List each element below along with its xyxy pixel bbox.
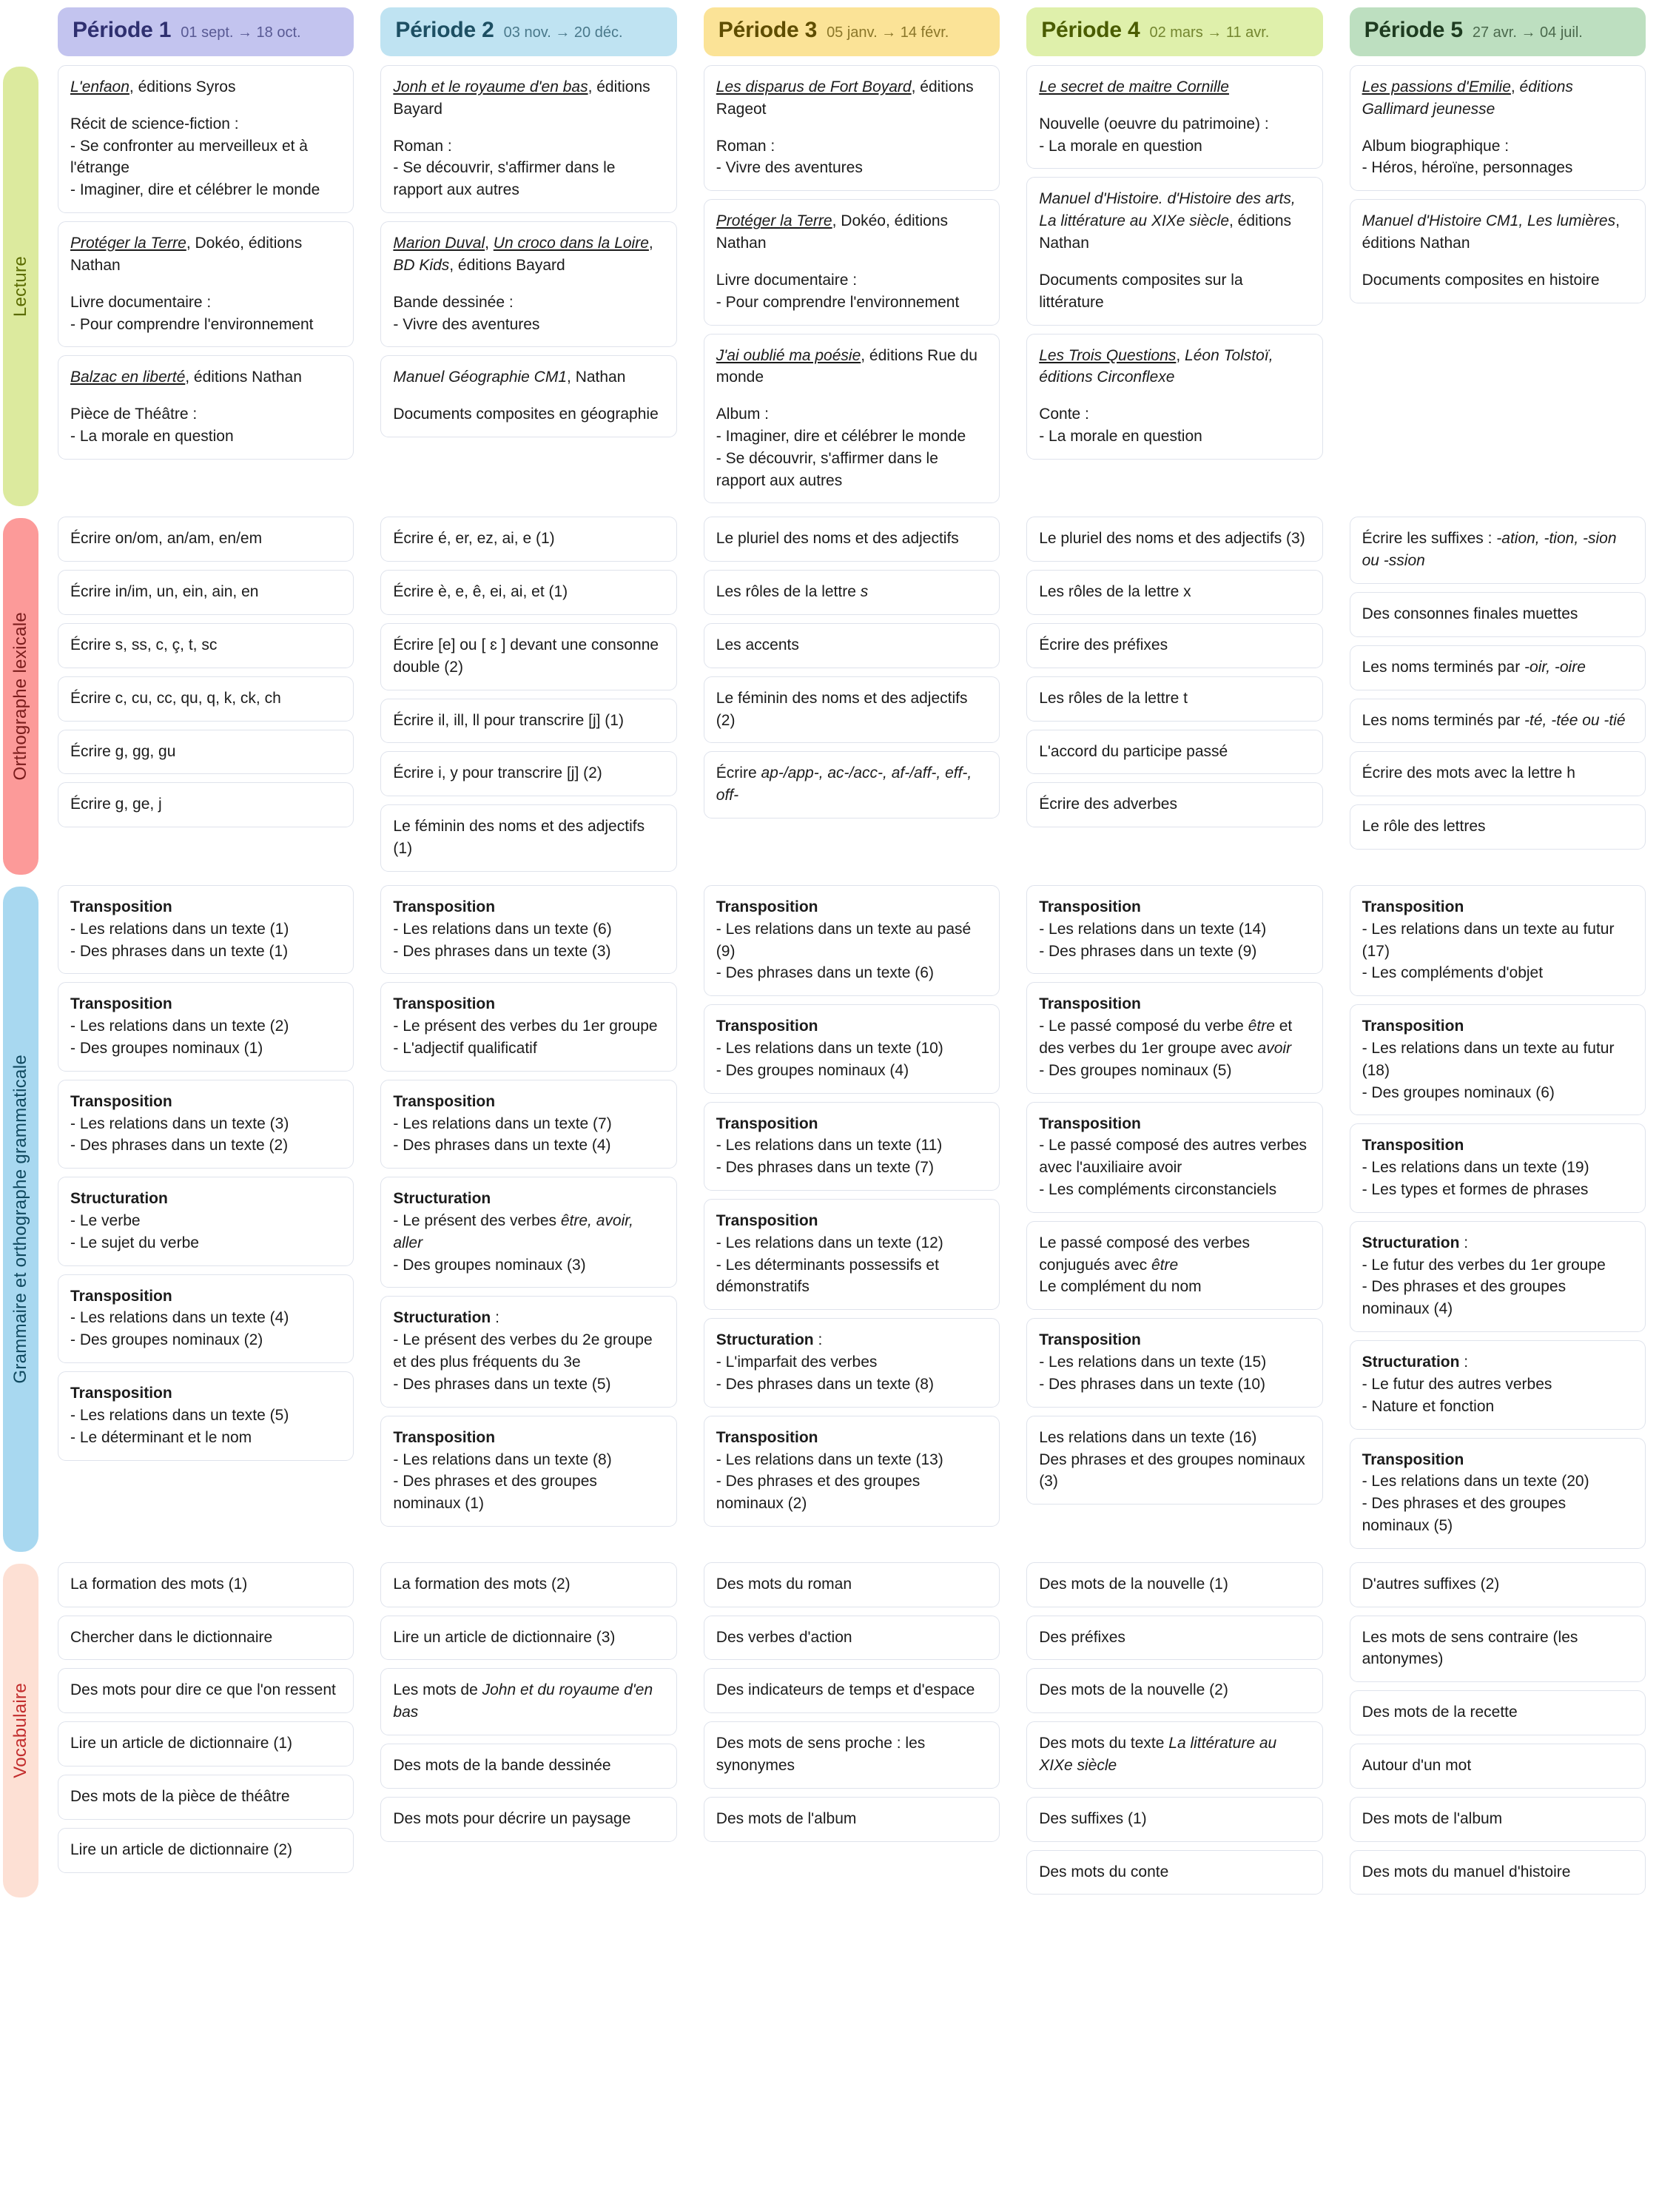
card[interactable]: Transposition - Les relations dans un texte (14) - Des phrases dans un texte (9): [1026, 885, 1322, 974]
card[interactable]: Manuel Géographie CM1, Nathan Documents composites en géographie: [380, 355, 676, 437]
card[interactable]: Écrire in/im, un, ein, ain, en: [58, 570, 354, 615]
card[interactable]: Transposition - Les relations dans un texte (7) - Des phrases dans un texte (4): [380, 1080, 676, 1169]
card[interactable]: Écrire é, er, ez, ai, e (1): [380, 517, 676, 562]
card[interactable]: Jonh et le royaume d'en bas, éditions Bayard Roman : - Se découvrir, s'affirmer dans le rapport aux autres: [380, 65, 676, 213]
card[interactable]: Autour d'un mot: [1350, 1744, 1646, 1789]
card[interactable]: Les disparus de Fort Boyard, éditions Rageot Roman : - Vivre des aventures: [704, 65, 1000, 191]
section-label-3: [3, 1564, 38, 1898]
section-1-column-1: [44, 514, 367, 882]
section-2-column-5: [1336, 882, 1659, 1559]
period-header-5: [1350, 7, 1646, 56]
card[interactable]: Manuel d'Histoire CM1, Les lumières, éditions Nathan Documents composites en histoire: [1350, 199, 1646, 303]
section-2-column-3: [690, 882, 1013, 1559]
card[interactable]: Balzac en liberté, éditions Nathan Pièce de Théâtre : - La morale en question: [58, 355, 354, 459]
card[interactable]: Lire un article de dictionnaire (1): [58, 1721, 354, 1766]
period-title: Période 2: [395, 18, 494, 42]
period-dates: 27 avr. → 04 juil.: [1472, 24, 1583, 41]
card[interactable]: Transposition - Les relations dans un texte (4) - Des groupes nominaux (2): [58, 1274, 354, 1363]
card[interactable]: Des mots de la nouvelle (2): [1026, 1668, 1322, 1713]
card[interactable]: Des mots du conte: [1026, 1850, 1322, 1895]
card[interactable]: Structuration - Le verbe - Le sujet du verbe: [58, 1177, 354, 1265]
card[interactable]: Des mots du roman: [704, 1562, 1000, 1607]
period-dates: 05 janv. → 14 févr.: [827, 24, 949, 41]
card[interactable]: Les noms terminés par -oir, -oire: [1350, 645, 1646, 690]
card[interactable]: Des mots de la pièce de théâtre: [58, 1775, 354, 1820]
card[interactable]: Transposition - Les relations dans un texte (6) - Des phrases dans un texte (3): [380, 885, 676, 974]
card[interactable]: Les rôles de la lettre s: [704, 570, 1000, 615]
period-dates: 03 nov. → 20 déc.: [503, 24, 623, 41]
card[interactable]: Le pluriel des noms et des adjectifs (3): [1026, 517, 1322, 562]
card[interactable]: Transposition - Les relations dans un texte au pasé (9) - Des phrases dans un texte (6): [704, 885, 1000, 996]
card[interactable]: Les passions d'Emilie, éditions Gallimard jeunesse Album biographique : - Héros, héroïne, personnages: [1350, 65, 1646, 191]
card[interactable]: Structuration : - Le futur des verbes du 1er groupe - Des phrases et des groupes nominaux (4): [1350, 1221, 1646, 1332]
section-label-text: Grammaire et orthographe grammaticale: [10, 1055, 30, 1384]
card[interactable]: Transposition - Le présent des verbes du 1er groupe - L'adjectif qualificatif: [380, 982, 676, 1071]
card[interactable]: Transposition - Les relations dans un texte (11) - Des phrases dans un texte (7): [704, 1102, 1000, 1191]
section-label-1: [3, 518, 38, 875]
card[interactable]: Marion Duval, Un croco dans la Loire, BD Kids, éditions Bayard Bande dessinée : - Vivre des aventures: [380, 221, 676, 347]
card[interactable]: Écrire g, ge, j: [58, 782, 354, 827]
card[interactable]: Des mots de sens proche : les synonymes: [704, 1721, 1000, 1789]
card[interactable]: Des mots de la nouvelle (1): [1026, 1562, 1322, 1607]
card[interactable]: Le passé composé des verbes conjugués avec être Le complément du nom: [1026, 1221, 1322, 1310]
card[interactable]: Des mots pour décrire un paysage: [380, 1797, 676, 1842]
card[interactable]: Structuration : - Le futur des autres verbes - Nature et fonction: [1350, 1340, 1646, 1429]
section-2-column-4: [1013, 882, 1336, 1559]
section-label-text: Vocabulaire: [10, 1683, 30, 1778]
card[interactable]: Écrire des adverbes: [1026, 782, 1322, 827]
card[interactable]: Des suffixes (1): [1026, 1797, 1322, 1842]
card[interactable]: Le pluriel des noms et des adjectifs: [704, 517, 1000, 562]
card[interactable]: Manuel d'Histoire. d'Histoire des arts, La littérature au XIXe siècle, éditions Nathan Documents composites sur la littérature: [1026, 177, 1322, 325]
header-spacer: [0, 0, 44, 62]
card[interactable]: Transposition - Les relations dans un texte (8) - Des phrases et des groupes nominaux (1): [380, 1416, 676, 1527]
card[interactable]: Écrire on/om, an/am, en/em: [58, 517, 354, 562]
card[interactable]: Les Trois Questions, Léon Tolstoï, éditions Circonflexe Conte : - La morale en question: [1026, 334, 1322, 460]
card[interactable]: La formation des mots (1): [58, 1562, 354, 1607]
period-title: Période 3: [718, 18, 818, 42]
card[interactable]: J'ai oublié ma poésie, éditions Rue du monde Album : - Imaginer, dire et célébrer le monde - Se découvrir, s'affirmer dans le rapport aux autres: [704, 334, 1000, 504]
card[interactable]: Transposition - Les relations dans un texte (19) - Les types et formes de phrases: [1350, 1123, 1646, 1212]
card[interactable]: Transposition - Les relations dans un texte (5) - Le déterminant et le nom: [58, 1371, 354, 1460]
section-2-column-1: [44, 882, 367, 1559]
section-label-text: Orthographe lexicale: [10, 612, 30, 781]
card[interactable]: Des mots de l'album: [704, 1797, 1000, 1842]
card[interactable]: L'enfaon, éditions Syros Récit de science-fiction : - Se confronter au merveilleux et à l'étrange - Imaginer, dire et célébrer le monde: [58, 65, 354, 213]
card[interactable]: Transposition - Les relations dans un texte au futur (17) - Les compléments d'objet: [1350, 885, 1646, 996]
card[interactable]: Écrire des mots avec la lettre h: [1350, 751, 1646, 796]
section-1-column-2: [367, 514, 690, 882]
section-label-text: Lecture: [10, 256, 30, 317]
period-dates: 02 mars → 11 avr.: [1149, 24, 1270, 41]
card[interactable]: Protéger la Terre, Dokéo, éditions Nathan Livre documentaire : - Pour comprendre l'environnement: [58, 221, 354, 347]
section-3-column-3: [690, 1559, 1013, 1906]
card[interactable]: Les accents: [704, 623, 1000, 668]
section-3-column-4: [1013, 1559, 1336, 1906]
section-1-column-4: [1013, 514, 1336, 882]
period-header-4: [1026, 7, 1322, 56]
card[interactable]: Le féminin des noms et des adjectifs (1): [380, 804, 676, 872]
section-1-column-5: [1336, 514, 1659, 882]
card[interactable]: Transposition - Les relations dans un texte (2) - Des groupes nominaux (1): [58, 982, 354, 1071]
card[interactable]: Des verbes d'action: [704, 1616, 1000, 1661]
card[interactable]: Les relations dans un texte (16) Des phrases et des groupes nominaux (3): [1026, 1416, 1322, 1505]
section-label-2: [3, 887, 38, 1552]
card[interactable]: Des mots du manuel d'histoire: [1350, 1850, 1646, 1895]
card[interactable]: Les rôles de la lettre x: [1026, 570, 1322, 615]
section-0-column-5: [1336, 62, 1659, 514]
card[interactable]: Structuration : - L'imparfait des verbes - Des phrases dans un texte (8): [704, 1318, 1000, 1407]
card[interactable]: D'autres suffixes (2): [1350, 1562, 1646, 1607]
card[interactable]: Protéger la Terre, Dokéo, éditions Nathan Livre documentaire : - Pour comprendre l'environnement: [704, 199, 1000, 325]
card[interactable]: Les rôles de la lettre t: [1026, 676, 1322, 722]
card[interactable]: Structuration - Le présent des verbes être, avoir, aller - Des groupes nominaux (3): [380, 1177, 676, 1288]
card[interactable]: Des consonnes finales muettes: [1350, 592, 1646, 637]
section-3-column-1: [44, 1559, 367, 1906]
section-2-column-2: [367, 882, 690, 1559]
card[interactable]: Transposition - Les relations dans un texte (1) - Des phrases dans un texte (1): [58, 885, 354, 974]
card[interactable]: Les mots de sens contraire (les antonymes): [1350, 1616, 1646, 1683]
card[interactable]: Structuration : - Le présent des verbes du 2e groupe et des plus fréquents du 3e - Des phrases dans un texte (5): [380, 1296, 676, 1407]
card[interactable]: Les noms terminés par -té, -tée ou -tié: [1350, 699, 1646, 744]
section-0-column-3: [690, 62, 1013, 514]
card[interactable]: Le secret de maitre Cornille Nouvelle (oeuvre du patrimoine) : - La morale en question: [1026, 65, 1322, 169]
section-0-column-2: [367, 62, 690, 514]
section-3-column-2: [367, 1559, 690, 1906]
card[interactable]: Des mots de l'album: [1350, 1797, 1646, 1842]
card[interactable]: Chercher dans le dictionnaire: [58, 1616, 354, 1661]
card[interactable]: Écrire [e] ou [ ɛ ] devant une consonne double (2): [380, 623, 676, 690]
section-0-column-4: [1013, 62, 1336, 514]
card[interactable]: Écrire c, cu, cc, qu, q, k, ck, ch: [58, 676, 354, 722]
card[interactable]: Lire un article de dictionnaire (3): [380, 1616, 676, 1661]
card[interactable]: L'accord du participe passé: [1026, 730, 1322, 775]
card[interactable]: Écrire des préfixes: [1026, 623, 1322, 668]
card[interactable]: Transposition - Les relations dans un texte (3) - Des phrases dans un texte (2): [58, 1080, 354, 1169]
card[interactable]: Transposition - Les relations dans un texte (10) - Des groupes nominaux (4): [704, 1004, 1000, 1093]
card[interactable]: Des mots de la bande dessinée: [380, 1744, 676, 1789]
card[interactable]: Écrire ap-/app-, ac-/acc-, af-/aff-, eff-, off-: [704, 751, 1000, 818]
card[interactable]: Écrire g, gg, gu: [58, 730, 354, 775]
card[interactable]: Les mots de John et du royaume d'en bas: [380, 1668, 676, 1735]
period-title: Période 5: [1364, 18, 1463, 42]
card[interactable]: Des indicateurs de temps et d'espace: [704, 1668, 1000, 1713]
section-label-0: [3, 67, 38, 506]
card[interactable]: Transposition - Le passé composé des autres verbes avec l'auxiliaire avoir - Les compléments circonstanciels: [1026, 1102, 1322, 1213]
card[interactable]: Transposition - Les relations dans un texte (20) - Des phrases et des groupes nominaux (5): [1350, 1438, 1646, 1549]
card[interactable]: Transposition - Les relations dans un texte (15) - Des phrases dans un texte (10): [1026, 1318, 1322, 1407]
section-3-column-5: [1336, 1559, 1659, 1906]
period-title: Période 4: [1041, 18, 1140, 42]
card[interactable]: Écrire il, ill, ll pour transcrire [j] (1): [380, 699, 676, 744]
section-0-column-1: [44, 62, 367, 514]
card[interactable]: Lire un article de dictionnaire (2): [58, 1828, 354, 1873]
period-header-3: [704, 7, 1000, 56]
period-title: Période 1: [73, 18, 172, 42]
card[interactable]: Écrire les suffixes : -ation, -tion, -sion ou -ssion: [1350, 517, 1646, 584]
section-1-column-3: [690, 514, 1013, 882]
card[interactable]: Des mots du texte La littérature au XIXe siècle: [1026, 1721, 1322, 1789]
card[interactable]: Des préfixes: [1026, 1616, 1322, 1661]
card[interactable]: Transposition - Les relations dans un texte au futur (18) - Des groupes nominaux (6): [1350, 1004, 1646, 1115]
card[interactable]: Transposition - Les relations dans un texte (12) - Les déterminants possessifs et démonstratifs: [704, 1199, 1000, 1310]
card[interactable]: Écrire è, e, ê, ei, ai, et (1): [380, 570, 676, 615]
card[interactable]: Écrire s, ss, c, ç, t, sc: [58, 623, 354, 668]
period-dates: 01 sept. → 18 oct.: [181, 24, 301, 41]
card[interactable]: Écrire i, y pour transcrire [j] (2): [380, 751, 676, 796]
card[interactable]: Des mots de la recette: [1350, 1690, 1646, 1735]
card[interactable]: Transposition - Le passé composé du verbe être et des verbes du 1er groupe avec avoir - Des groupes nominaux (5): [1026, 982, 1322, 1093]
card[interactable]: La formation des mots (2): [380, 1562, 676, 1607]
card[interactable]: Des mots pour dire ce que l'on ressent: [58, 1668, 354, 1713]
period-header-1: [58, 7, 354, 56]
card[interactable]: Le rôle des lettres: [1350, 804, 1646, 850]
card[interactable]: Le féminin des noms et des adjectifs (2): [704, 676, 1000, 744]
period-header-2: [380, 7, 676, 56]
card[interactable]: Transposition - Les relations dans un texte (13) - Des phrases et des groupes nominaux (2): [704, 1416, 1000, 1527]
